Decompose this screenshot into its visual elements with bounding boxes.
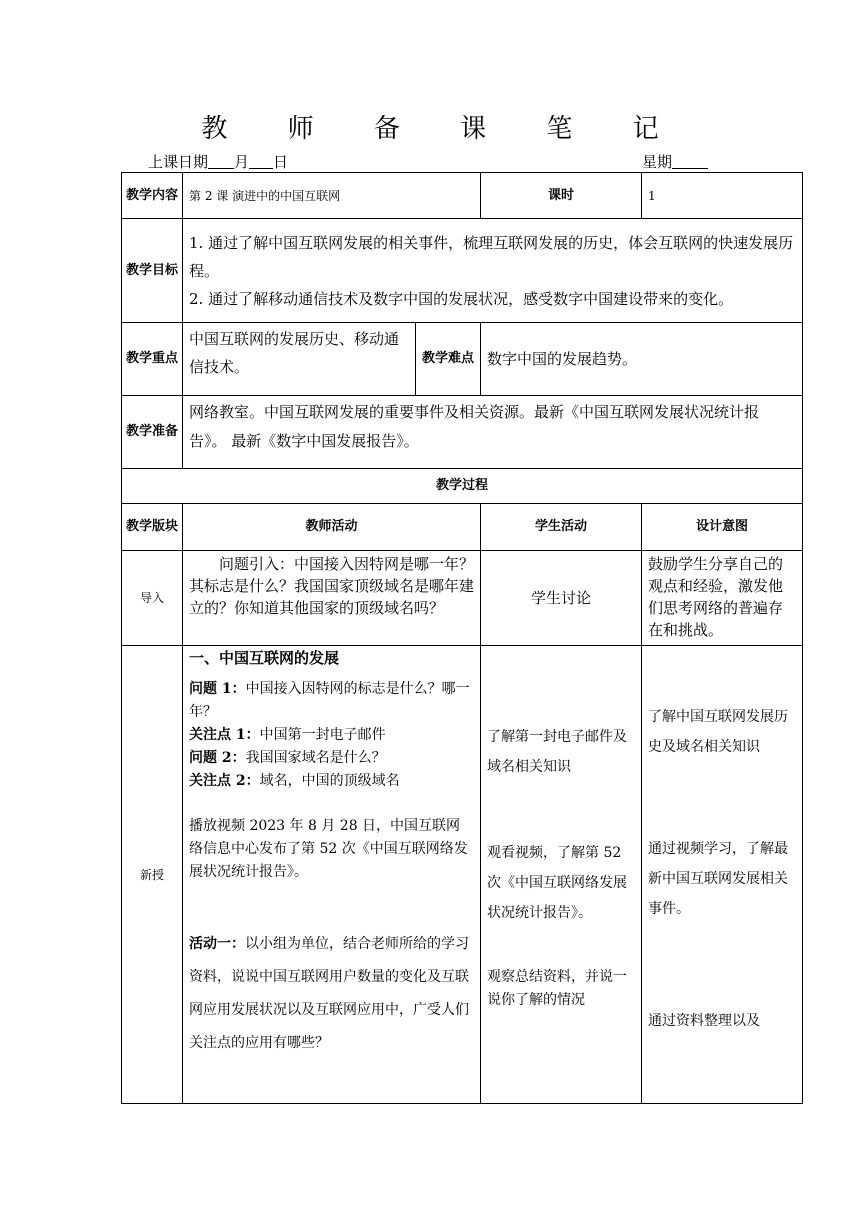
month-blank xyxy=(208,153,234,169)
week-line xyxy=(642,151,708,172)
intent-2: 通过视频学习，了解最新中国互联网发展相关事件。 xyxy=(648,841,788,917)
student-activity-2: 观看视频，了解第 52 次《中国互联网络发展状况统计报告》。 xyxy=(487,845,627,921)
col-student: 学生活动 xyxy=(481,504,642,551)
question-1-text: 中国接入因特网的标志是什么？哪一年？ xyxy=(189,681,470,720)
col-teacher: 教师活动 xyxy=(183,504,481,551)
intent-1: 了解中国互联网发展历史及域名相关知识 xyxy=(648,709,788,755)
student-activity-1: 了解第一封电子邮件及域名相关知识 xyxy=(487,729,627,775)
goals-cell xyxy=(183,219,803,323)
question-2 xyxy=(189,747,474,770)
focus-2-label: 关注点 2： xyxy=(189,773,260,789)
question-1-label: 问题 1： xyxy=(189,681,246,697)
goal-item: 2. 通过了解移动通信技术及数字中国的发展状况，感受数字中国建设带来的变化。 xyxy=(189,289,734,308)
lesson-plan-table xyxy=(121,172,803,1104)
goals-row xyxy=(122,219,803,323)
week-blank xyxy=(672,153,708,169)
prep-row xyxy=(122,396,803,469)
week-label: 星期 xyxy=(642,153,673,171)
section-heading: 一、中国互联网的发展 xyxy=(189,649,340,667)
col-intent: 设计意图 xyxy=(642,504,803,551)
col-section: 教学版块 xyxy=(122,504,183,551)
intro-intent: 鼓励学生分享自己的观点和经验，激发他们思考网络的普遍存在和挑战。 xyxy=(642,551,803,646)
key-row xyxy=(122,323,803,396)
content-label: 教学内容 xyxy=(122,173,183,219)
new-row xyxy=(122,646,803,1104)
intro-student: 学生讨论 xyxy=(481,551,642,646)
new-intent xyxy=(642,646,803,1104)
focus-1 xyxy=(189,724,474,747)
day-blank xyxy=(249,153,273,169)
activity-1-text: 以小组为单位，结合老师所给的学习资料，说说中国互联网用户数量的变化及互联网应用发展状况以及互联网应用中，广受人们关注点的应用有哪些？ xyxy=(189,936,469,1051)
new-teacher xyxy=(183,646,481,1104)
month-label: 月 xyxy=(234,153,250,171)
focus-1-text: 中国第一封电子邮件 xyxy=(259,727,386,743)
difficulty-value: 数字中国的发展趋势。 xyxy=(481,323,803,396)
column-header-row xyxy=(122,504,803,551)
focus-1-label: 关注点 1： xyxy=(189,727,260,743)
video-text: 播放视频 2023 年 8 月 28 日，中国互联网络信息中心发布了第 52 次《中国互联网络发展状况统计报告》。 xyxy=(189,818,468,880)
day-label: 日 xyxy=(273,153,289,171)
process-header-row xyxy=(122,469,803,504)
intro-teacher: 问题引入：中国接入因特网是哪一年？其标志是什么？我国国家顶级域名是哪年建立的？你知道其他国家的顶级域名吗？ xyxy=(183,551,481,646)
new-section: 新授 xyxy=(122,646,183,1104)
content-row xyxy=(122,173,803,219)
key-label: 教学重点 xyxy=(122,323,183,396)
intent-3: 通过资料整理以及 xyxy=(648,1013,760,1029)
goals-label: 教学目标 xyxy=(122,219,183,323)
hours-value: 1 xyxy=(642,173,803,219)
page-title: 教 师 备 课 笔 记 xyxy=(201,114,685,144)
hours-label: 课时 xyxy=(481,173,642,219)
date-label: 上课日期 xyxy=(148,153,209,171)
prep-value: 网络教室。中国互联网发展的重要事件及相关资源。最新《中国互联网发展状况统计报告》。 最新《数字中国发展报告》。 xyxy=(183,396,803,469)
intro-section: 导入 xyxy=(122,551,183,646)
date-line xyxy=(148,151,288,172)
key-value: 中国互联网的发展历史、移动通信技术。 xyxy=(183,323,416,396)
focus-2 xyxy=(189,770,474,793)
prep-label: 教学准备 xyxy=(122,396,183,469)
difficulty-label: 教学难点 xyxy=(416,323,481,396)
activity-1 xyxy=(189,928,474,1060)
focus-2-text: 域名，中国的顶级域名 xyxy=(259,773,400,789)
new-student xyxy=(481,646,642,1104)
question-2-text: 我国国家域名是什么？ xyxy=(245,750,386,766)
question-1 xyxy=(189,678,474,724)
intro-row xyxy=(122,551,803,646)
process-header: 教学过程 xyxy=(122,469,803,504)
question-2-label: 问题 2： xyxy=(189,750,246,766)
content-value: 第 2 课 演进中的中国互联网 xyxy=(183,173,481,219)
activity-1-label: 活动一： xyxy=(189,936,245,952)
student-activity-3: 观察总结资料，并说一说你了解的情况 xyxy=(487,969,627,1008)
goal-item: 1. 通过了解中国互联网发展的相关事件，梳理互联网发展的历史，体会互联网的快速发展历程。 xyxy=(189,233,794,280)
